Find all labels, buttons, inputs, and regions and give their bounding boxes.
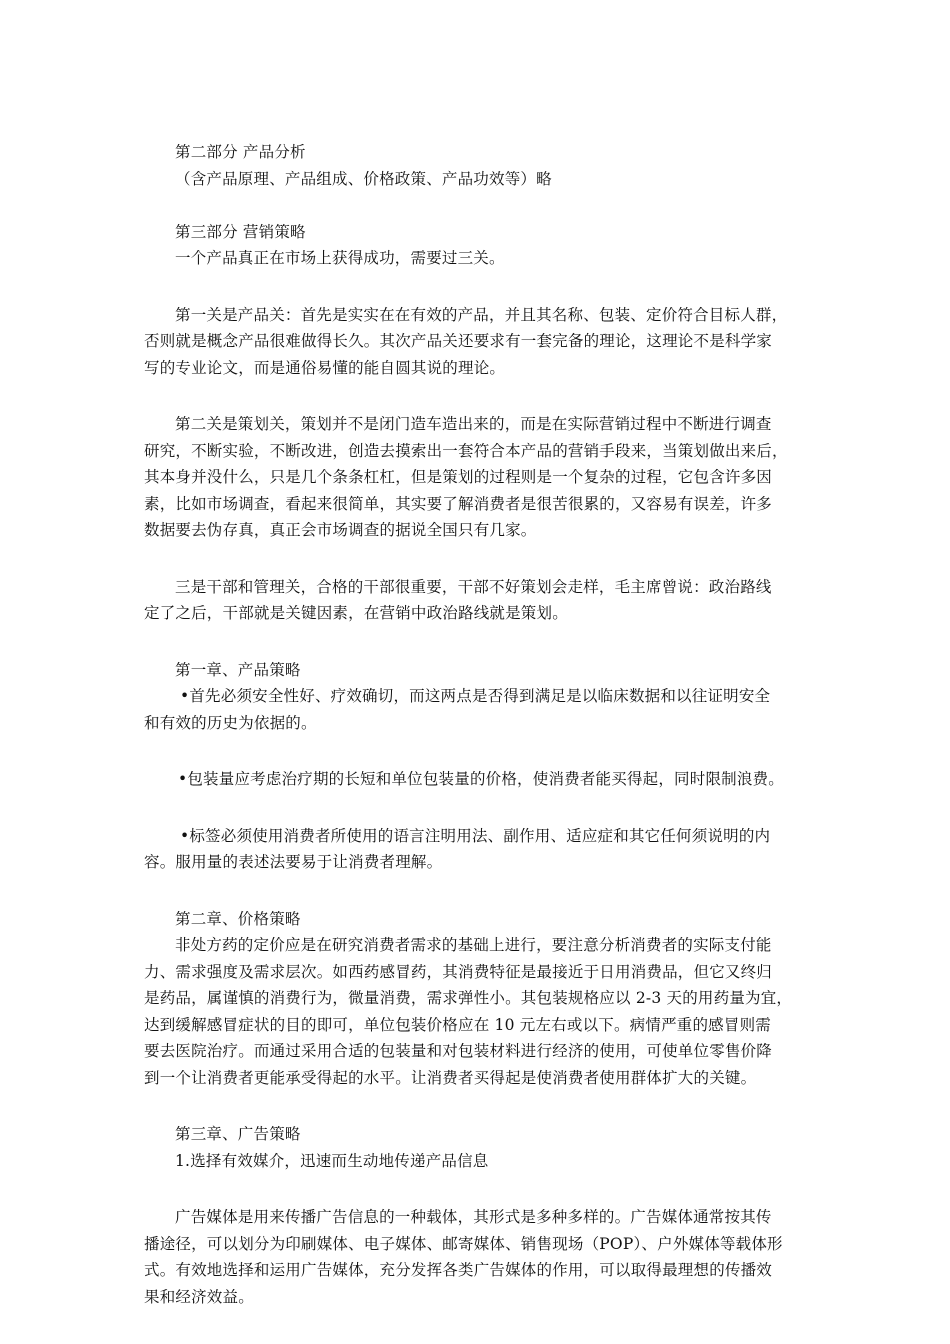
spacer [144,1174,808,1204]
part3-intro: 一个产品真正在市场上获得成功，需要过三关。 [175,249,505,267]
spacer [144,876,808,906]
spacer [144,627,808,657]
paragraph-line: 写的专业论文，而是通俗易懂的能自圆其说的理论。 [144,358,506,377]
paragraph-line: 第一关是产品关：首先是实实在在有效的产品，并且其名称、包装、定价符合目标人群， [175,305,788,324]
part2-note: （含产品原理、产品组成、价格政策、产品功效等）略 [175,169,552,188]
spacer [144,1091,808,1121]
paragraph-line: 否则就是概念产品很难做得长久。其次产品关还要求有一套完备的理论，这理论不是科学家 [144,332,773,350]
paragraph-line: 广告媒体是用来传播广告信息的一种载体，其形式是多种多样的。广告媒体通常按其传 [175,1208,772,1226]
spacer [144,736,808,766]
paragraph-line: 数据要去伪存真，真正会市场调查的据说全国只有几家。 [144,521,537,539]
paragraph-line: 是药品，属谨慎的消费行为，微量消费，需求弹性小。其包装规格应以 2-3 天的用药量为宜， [144,989,793,1007]
part3-heading: 第三部分 营销策略 [175,222,306,241]
paragraph-line: 播途径，可以划分为印刷媒体、电子媒体、邮寄媒体、销售现场（POP）、户外媒体等载体形 [144,1234,783,1253]
paragraph-line: 达到缓解感冒症状的目的即可，单位包装价格应在 10 元左右或以下。病情严重的感冒则需 [144,1015,771,1034]
paragraph-line: 和有效的历史为依据的。 [144,713,317,732]
pass1-paragraph [144,302,808,382]
chapter1-bullet-2: •包装量应考虑治疗期的长短和单位包装量的价格，使消费者能买得起，同时限制浪费。 [178,770,784,788]
spacer [144,381,808,411]
paragraph-line: 三是干部和管理关，合格的干部很重要，干部不好策划会走样，毛主席曾说：政治路线 [175,577,772,596]
paragraph-line: 到一个让消费者更能承受得起的水平。让消费者买得起是使消费者使用群体扩大的关键。 [144,1068,757,1087]
chapter2-paragraph [144,932,808,1091]
spacer [144,793,808,823]
chapter1-bullet-1 [144,683,808,736]
paragraph-line: 定了之后，干部就是关键因素，在营销中政治路线就是策划。 [144,604,568,622]
paragraph-line: 要去医院治疗。而通过采用合适的包装量和对包装材料进行经济的使用，可使单位零售价降 [144,1042,773,1060]
chapter3-heading: 第三章、广告策略 [175,1125,301,1143]
spacer [144,272,808,302]
paragraph-line: 非处方药的定价应是在研究消费者需求的基础上进行，要注意分析消费者的实际支付能 [175,936,772,954]
pass3-paragraph [144,574,808,627]
paragraph-line: 素，比如市场调查，看起来很简单，其实要了解消费者是很苦很累的，又容易有误差，许多 [144,494,773,513]
paragraph-line: 力、需求强度及需求层次。如西药感冒药，其消费特征是最接近于日用消费品，但它又终归 [144,962,773,981]
paragraph-line: •标签必须使用消费者所使用的语言注明用法、副作用、适应症和其它任何须说明的内 [180,826,771,845]
paragraph-line: 其本身并没什么，只是几个条条杠杠，但是策划的过程则是一个复杂的过程，它包含许多因 [144,468,773,486]
paragraph-line: 式。有效地选择和运用广告媒体，充分发挥各类广告媒体的作用，可以取得最理想的传播效 [144,1261,773,1279]
paragraph-line: 第二关是策划关，策划并不是闭门造车造出来的，而是在实际营销过程中不断进行调查 [175,415,772,433]
chapter3-subheading: 1.选择有效媒介，迅速而生动地传递产品信息 [175,1151,489,1170]
paragraph-line: 容。服用量的表述法要易于让消费者理解。 [144,853,443,871]
spacer [144,544,808,574]
paragraph-line: 研究，不断实验，不断改进，创造去摸索出一套符合本产品的营销手段来，当策划做出来后， [144,441,788,460]
paragraph-line: 果和经济效益。 [144,1287,254,1306]
chapter2-heading: 第二章、价格策略 [175,909,301,928]
document-page [144,139,808,1310]
spacer [144,192,808,219]
chapter1-bullet-3 [144,823,808,876]
part2-heading: 第二部分 产品分析 [175,143,306,161]
chapter3-paragraph [144,1204,808,1310]
chapter1-heading: 第一章、产品策略 [175,660,301,679]
pass2-paragraph [144,411,808,544]
paragraph-line: •首先必须安全性好、疗效确切，而这两点是否得到满足是以临床数据和以往证明安全 [180,687,771,705]
